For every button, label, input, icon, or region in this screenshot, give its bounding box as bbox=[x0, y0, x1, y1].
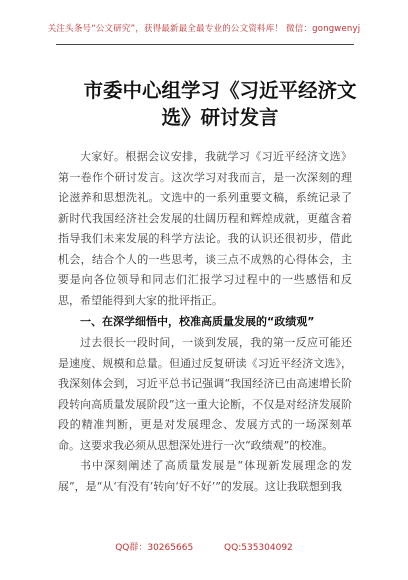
intro-paragraph: 大家好。根据会议安排，我就学习《习近平经济文选》第一卷作个研讨发言。这次学习对我而言，是一次深刻的理论滋养和思想洗礼。文选中的一系列重要文稿，系统记录了新时代我国经济社会发展的壮阔历程和辉煌成就，更蕴含着指导我们未来发展的科学方法论。我的认识还很初步，借此机会，结合个人的一些思考，谈三点不成熟的心得体会，主要是向各位领导和同志们汇报学习过程中的一些感悟和反思，希望能得到大家的批评指正。 bbox=[58, 150, 352, 307]
section-heading: 一、在深学细悟中，校准高质量发展的“政绩观” bbox=[80, 315, 315, 328]
header-divider bbox=[56, 44, 354, 45]
qq-text: QQ:535304092 bbox=[224, 543, 293, 553]
document-body bbox=[58, 147, 352, 497]
banner-text: 关注头条号“公文研究”，获得最新最全最专业的公文资料库！ 微信：gongwenyj bbox=[47, 24, 361, 34]
body-paragraph: 书中深刻阐述了高质量发展是“体现新发展理念的发展”，是“从‘有没有’转向‘好不好’”的发展。这让我联想到我 bbox=[58, 459, 352, 493]
footer-contact bbox=[0, 540, 408, 553]
document-title: 市委中心组学习《习近平经济文选》研讨发言 bbox=[83, 79, 357, 129]
qq-group-text: QQ群：30265665 bbox=[115, 543, 194, 553]
body-paragraph: 过去很长一段时间，一谈到发展，我的第一反应可能还是速度、规模和总量。但通过反复研读《习近平经济文选》，我深刻体会到，习近平总书记强调“我国经济已由高速增长阶段转向高质量发展阶段”这一重大论断，不仅是对经济发展阶段的精准判断，更是对发展理念、发展方式的一场深刻革命。这要求我必须从思想深处进行一次“政绩观”的校准。 bbox=[58, 336, 352, 452]
